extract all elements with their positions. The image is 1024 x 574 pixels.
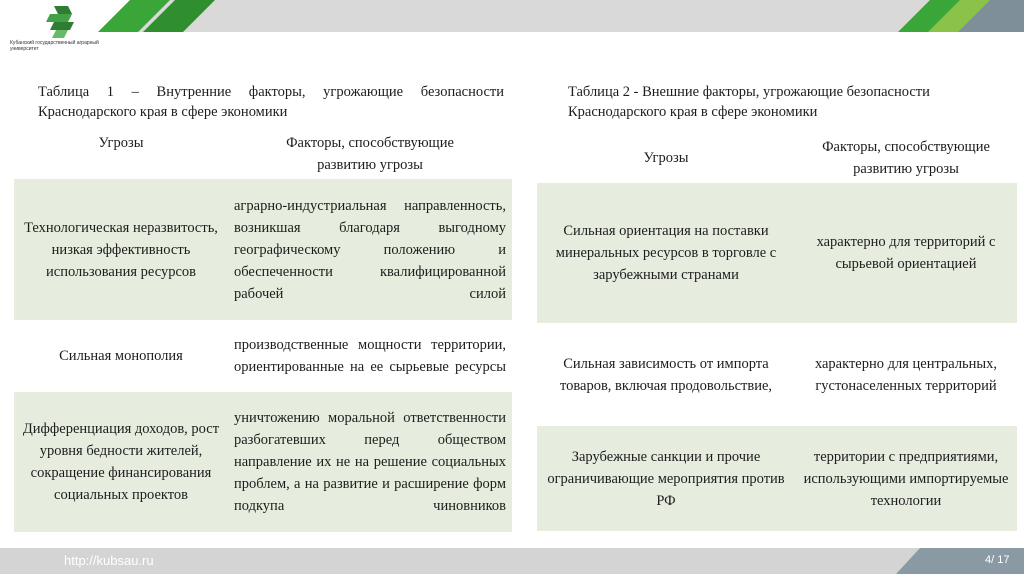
logo-text: Кубанский государственный аграрный университет (10, 40, 99, 52)
logo-emblem-icon (10, 4, 110, 40)
table1-col-factors-line2: развитию угрозы (317, 157, 423, 173)
top-decoration-bar (0, 0, 1024, 32)
table2-col-factors (795, 133, 1017, 183)
table2 (537, 133, 1017, 531)
table1-row1-factor: аграрно-индустриальная направленность, возникшая благодаря выгодному географическому положению и обеспеченности квалифицированной рабочей силой (234, 197, 506, 302)
table2-col-threats: Угрозы (643, 150, 689, 166)
table1-title (38, 82, 504, 122)
page-number: 4/ 17 (985, 554, 1010, 566)
table1-row3-factor: уничтожению моральной ответственности разбогатевших перед обществом направление их не на решение социальных проблем, а на развитие и расширение форм подкупа чиновников (234, 410, 506, 514)
table1-row3-threat: Дифференциация доходов, рост уровня бедности жителей, сокращение финансирования социальных проектов (22, 421, 220, 503)
table-row (14, 392, 512, 532)
footer-url-link[interactable]: http://kubsau.ru (64, 553, 154, 568)
table1-col-factors-line1: Факторы, способствующие (286, 135, 454, 151)
table2-title-line2: Краснодарского края в сфере экономики (568, 104, 818, 120)
table2-row2-factor: характерно для центральных, густонаселенных территорий (814, 355, 998, 394)
table1-title-line2: Краснодарского края в сфере экономики (38, 104, 288, 120)
table-row (537, 426, 1017, 531)
table2-title (568, 82, 1008, 122)
table-row (537, 323, 1017, 426)
university-logo (10, 4, 110, 58)
table2-row2-threat: Сильная зависимость от импорта товаров, включая продовольствие, (559, 355, 773, 394)
table2-row3-threat: Зарубежные санкции и прочие ограничивающие мероприятия против РФ (547, 448, 785, 509)
table1-header-row (14, 132, 512, 179)
table1-row2-factor: производственные мощности территории, ориентированные на ее сырьевые ресурсы (234, 337, 506, 375)
table2-col-factors-line2: развитию угрозы (853, 161, 959, 177)
table2-header-row (537, 133, 1017, 183)
table1-row1-threat: Технологическая неразвитость, низкая эффективность использования ресурсов (24, 219, 218, 280)
table2-row1-factor: характерно для территорий с сырьевой ориентацией (816, 234, 996, 272)
table1-col-threats: Угрозы (98, 135, 144, 151)
table2-col-factors-line1: Факторы, способствующие (822, 139, 990, 155)
table2-title-line1: Таблица 2 - Внешние факторы, угрожающие безопасности (568, 84, 930, 100)
table-row (537, 183, 1017, 323)
table1-col-factors (228, 132, 512, 179)
table1 (14, 132, 512, 532)
table-row (14, 179, 512, 320)
table2-row1-threat: Сильная ориентация на поставки минеральных ресурсов в торговле с зарубежными странами (555, 223, 777, 283)
table1-row2-threat: Сильная монополия (59, 348, 183, 364)
table1-title-line1: Таблица 1 – Внутренние факторы, угрожающие безопасности (38, 84, 504, 100)
table2-row3-factor: территории с предприятиями, использующими импортируемые технологии (803, 448, 1009, 509)
table-row (14, 320, 512, 392)
